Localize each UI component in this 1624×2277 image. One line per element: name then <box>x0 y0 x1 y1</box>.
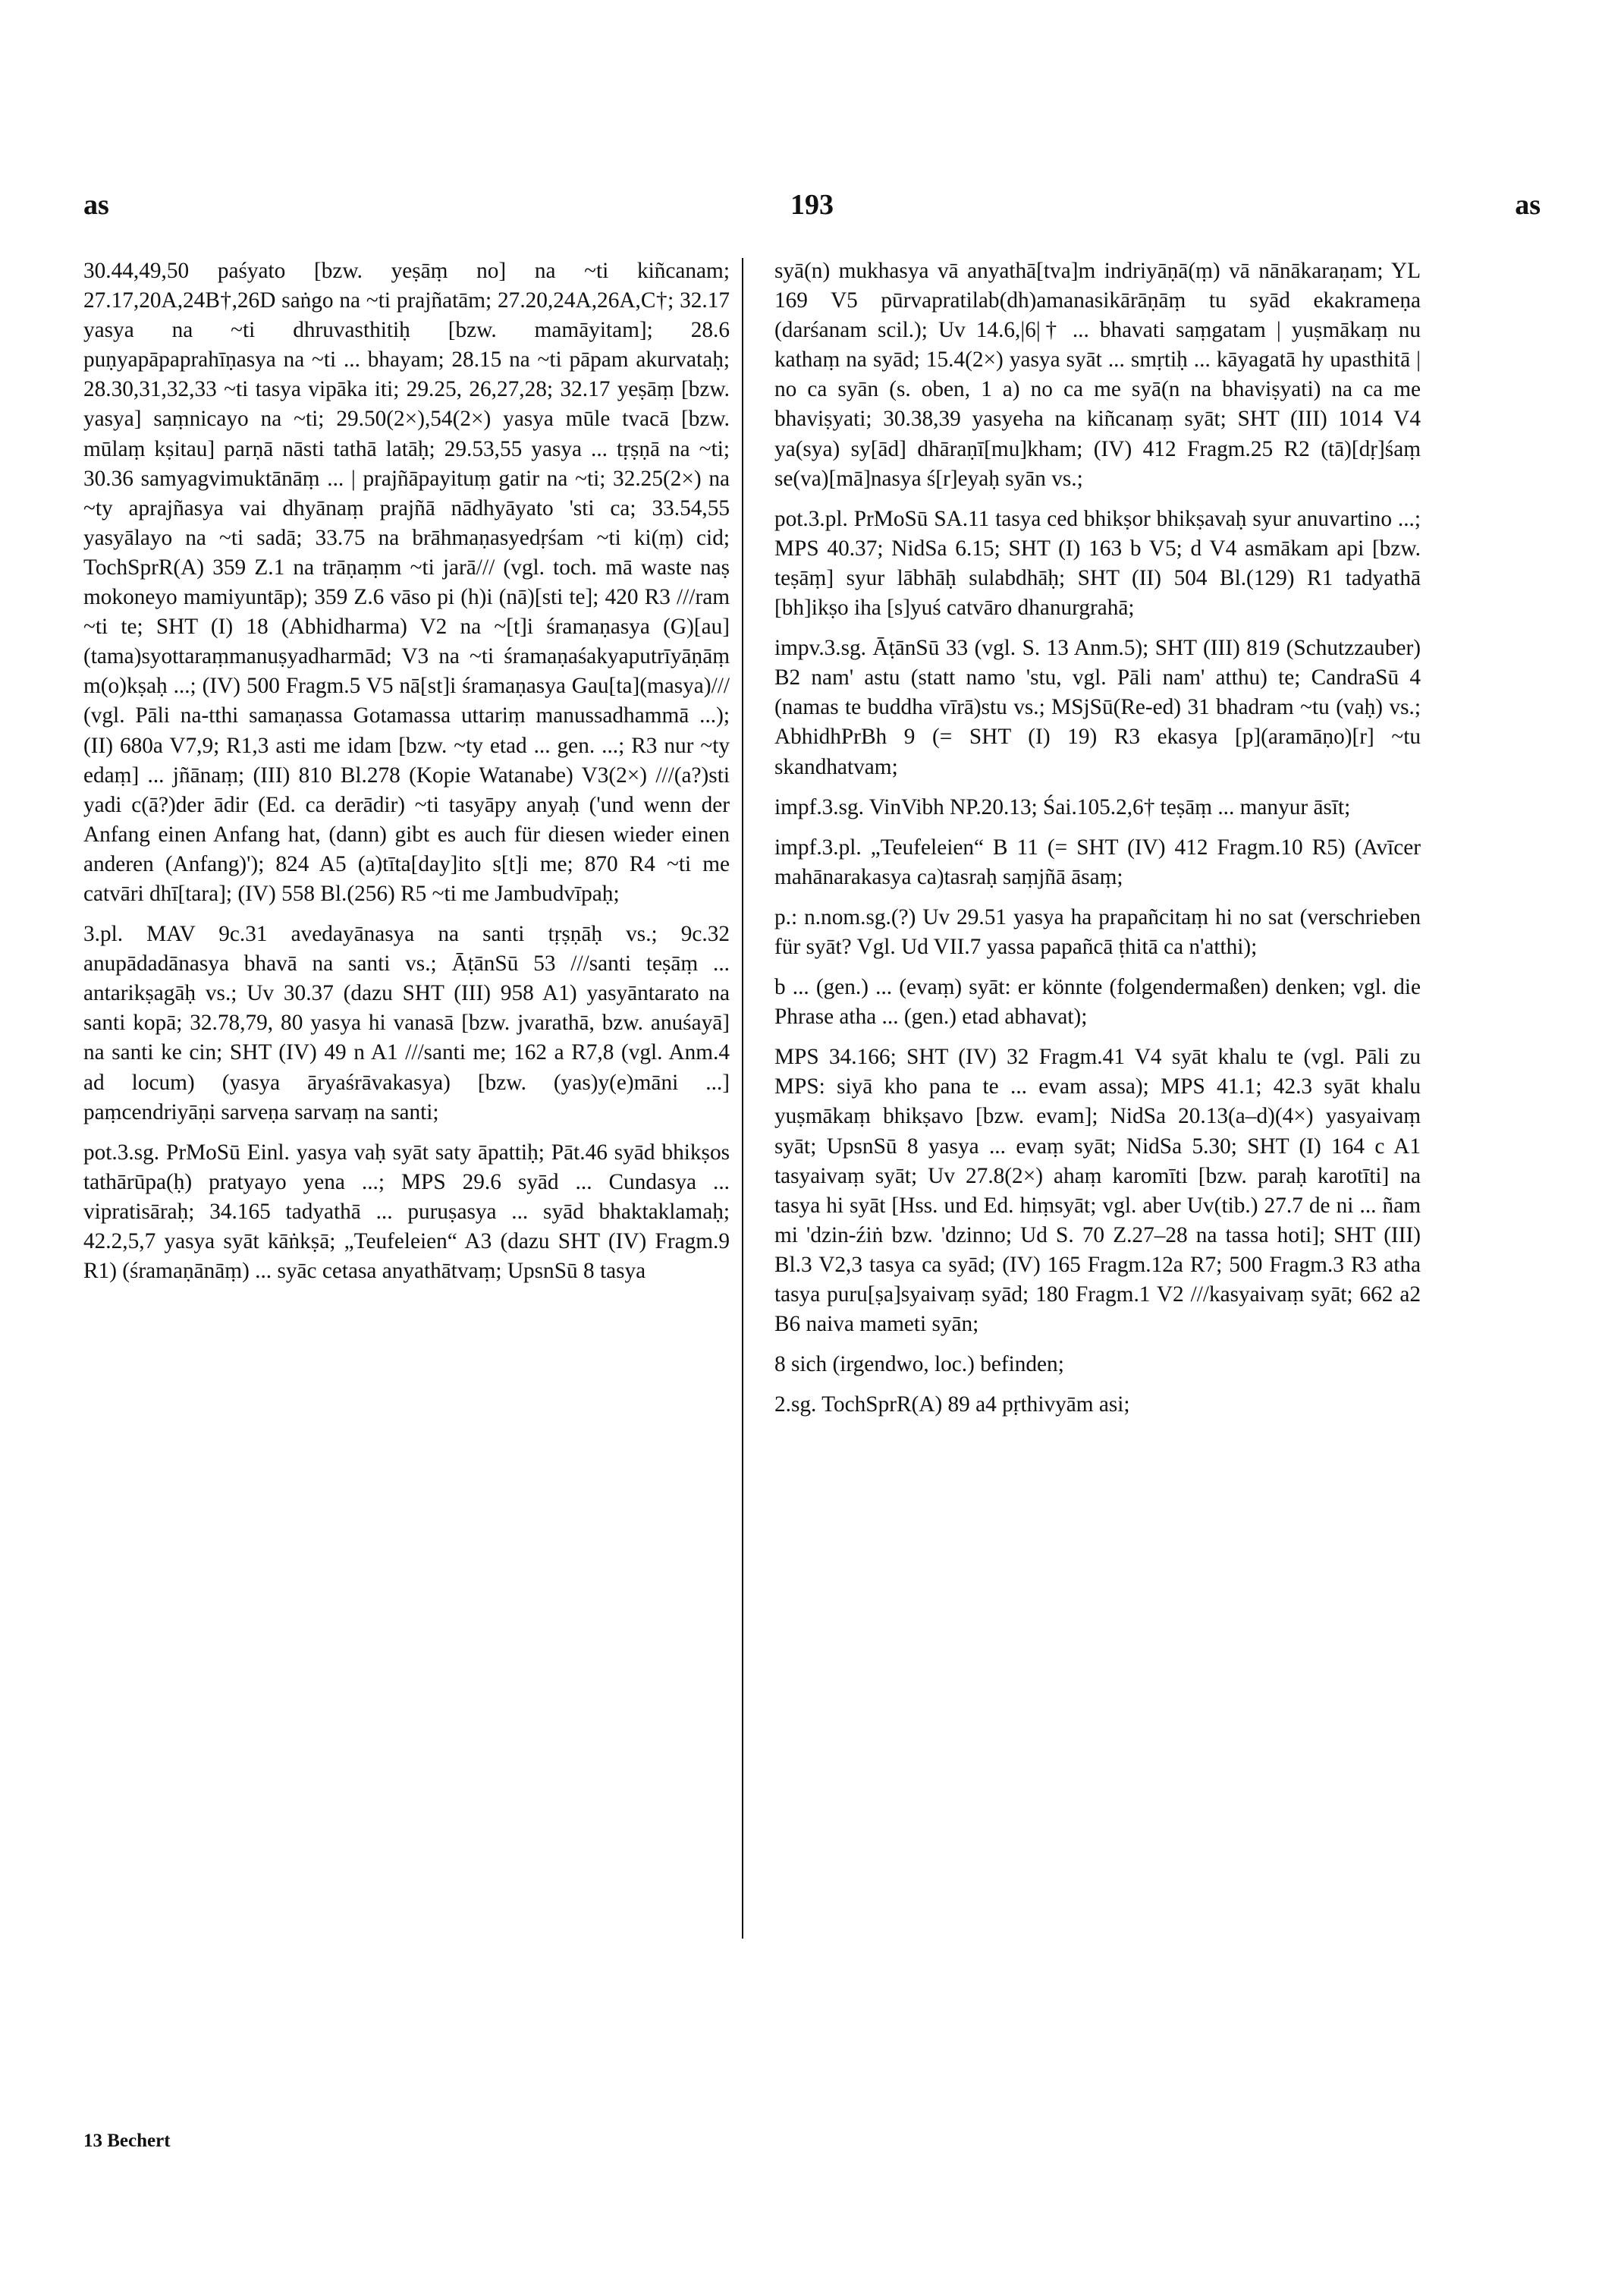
right-paragraph-10: 2.sg. TochSprR(A) 89 a4 pṛthivyām asi; <box>774 1392 1130 1417</box>
right-paragraph-3: impv.3.sg. ĀṭānSū 33 (vgl. S. 13 Anm.5); SHT (III) 819 (Schutzzauber) B2 nam' astu (statt namo 'stu, vgl. Pāli nam' atthu) te; CandraSū 4 (namas te buddha vīrā)stu vs.; MSjSū(Re-ed) 31 bhadram ~tu (vaḥ) vs.; AbhidhPrBh 9 (= SHT (I) 19) R3 ekasya [p](aramāṇo)[r] ~tu skandhatvam; <box>774 636 1421 779</box>
left-column <box>83 256 730 1286</box>
column-divider <box>742 258 743 1939</box>
right-paragraph-1: syā(n) mukhasya vā anyathā[tva]m indriyāṇā(ṃ) vā nānākaraṇam; YL 169 V5 pūrvapratilab(dh)amanasikārāṇāṃ tu syād ekakrameṇa (darśanam scil.); Uv 14.6,|6|† ... bhavati saṃgatam | yuṣmākaṃ nu kathaṃ na syād; 15.4(2×) yasya syāt ... smṛtiḥ ... kāyagatā hy upasthitā | no ca syān (s. oben, 1 a) no ca me syā(n na bhaviṣyati) na ca me bhaviṣyati; 30.38,39 yasyeha na kiñcanaṃ syāt; SHT (III) 1014 V4 ya(sya) sy[ād] dhāraṇī[mu]kham; (IV) 412 Fragm.25 R2 (tā)[dṛ]śaṃ se(va)[mā]nasya ś[r]eyaḥ syān vs.; <box>774 259 1421 491</box>
left-paragraph-1: 30.44,49,50 paśyato [bzw. yeṣāṃ no] na ~ti kiñcanam; 27.17,20A,24B†,26D saṅgo na ~ti prajñatām; 27.20,24A,26A,C†; 32.17 yasya na ~ti dhruvasthitiḥ [bzw. mamāyitam]; 28.6 puṇyapāpaprahīṇasya na ~ti ... bhayam; 28.15 na ~ti pāpam akurvataḥ; 28.30,31,32,33 ~ti tasya vipāka iti; 29.25, 26,27,28; 32.17 yeṣāṃ [bzw. yasya] saṃnicayo na ~ti; 29.50(2×),54(2×) yasya mūle tvacā [bzw. mūlaṃ kṣitau] parṇā nāsti tathā latāḥ; 29.53,55 yasya ... tṛṣṇā na ~ti; 30.36 samyagvimuktānāṃ ... | prajñāpayituṃ gatir na ~ti; 32.25(2×) na ~ty aprajñasya vai dhyānaṃ prajñā nādhyāyato 'sti ca; 33.54,55 yasyālayo na ~ti sadā; 33.75 na brāhmaṇasyedṛśam ~ti ki(ṃ) cid; TochSprR(A) 359 Z.1 na trāṇaṃm ~ti jarā/// (vgl. toch. mā waste naṣ mokoneyo mamiyuntāp); 359 Z.6 vāso pi (h)i (nā)[sti te]; 420 R3 ///ram ~ti te; SHT (I) 18 (Abhidharma) V2 na ~[t]i śramaṇasya (G)[au](tama)syottaraṃmanuṣyadharmād; V3 na ~ti śramaṇaśakyaputrīyāṇāṃ m(o)kṣaḥ ...; (IV) 500 Fragm.5 V5 nā[st]i śramaṇasya Gau[ta](masya)/// (vgl. Pāli na-tthi samaṇassa Gotamassa uttariṃ manussadhammā ...); (II) 680a V7,9; R1,3 asti me idam [bzw. ~ty etad ... gen. ...; R3 nur ~ty edaṃ] ... jñānaṃ; (III) 810 Bl.278 (Kopie Watanabe) V3(2×) ///(a?)sti yadi c(ā?)der ādir (Ed. ca derādir) ~ti tasyāpy anyaḥ ('und wenn der Anfang einen Anfang hat, (dann) gibt es auch für diesen wieder einen anderen (Anfang)'); 824 A5 (a)tīta[day]ito s[t]i me; 870 R4 ~ti me catvāri dhī[tara]; (IV) 558 Bl.(256) R5 ~ti me Jambudvīpaḥ; <box>83 259 730 906</box>
footer-signature: 13 Bechert <box>83 2131 171 2151</box>
right-column <box>774 256 1421 1420</box>
header-left: as <box>83 189 109 221</box>
left-paragraph-3: pot.3.sg. PrMoSū Einl. yasya vaḥ syāt saty āpattiḥ; Pāt.46 syād bhikṣos tathārūpa(ḥ) pratyayo yena ...; MPS 29.6 syād ... Cundasya ... vipratisāraḥ; 34.165 tadyathā ... puruṣasya ... syād bhaktaklamaḥ; 42.2,5,7 yasya syāt kāṅkṣā; „Teufeleien“ A3 (dazu SHT (IV) Fragm.9 R1) (śramaṇānāṃ) ... syāc cetasa anyathātvaṃ; UpsnSū 8 tasya <box>83 1140 730 1284</box>
right-paragraph-2: pot.3.pl. PrMoSū SA.11 tasya ced bhikṣor bhikṣavaḥ syur anuvartino ...; MPS 40.37; NidSa 6.15; SHT (I) 163 b V5; d V4 asmākam api [bzw. teṣāṃ] syur lābhāḥ sulabdhāḥ; SHT (II) 504 Bl.(129) R1 tadyathā [bh]ikṣo iha [s]yuś catvāro dhanurgrahā; <box>774 506 1421 621</box>
right-paragraph-9: 8 sich (irgendwo, loc.) befinden; <box>774 1352 1064 1377</box>
right-paragraph-4: impf.3.sg. VinVibh NP.20.13; Śai.105.2,6† teṣāṃ ... manyur āsīt; <box>774 794 1351 819</box>
right-paragraph-8: MPS 34.166; SHT (IV) 32 Fragm.41 V4 syāt khalu te (vgl. Pāli zu MPS: siyā kho pana te ... evam assa); MPS 41.1; 42.3 syāt khalu yuṣmākaṃ bhikṣavo [bzw. evam]; NidSa 20.13(a–d)(4×) yasyaivaṃ syāt; UpsnSū 8 yasya ... evaṃ syāt; NidSa 5.30; SHT (I) 164 c A1 tasyaivaṃ syāt; Uv 27.8(2×) ahaṃ karomīti [bzw. paraḥ karotīti] na tasya hi syāt [Hss. und Ed. hiṃsyāt; vgl. aber Uv(tib.) 27.7 de ni ... ñam mi 'dzin-źiṅ bzw. 'dzinno; Ud S. 70 Z.27–28 na tassa hoti]; SHT (III) Bl.3 V2,3 tasya ca syād; (IV) 165 Fragm.12a R7; 500 Fragm.3 R3 atha tasya puru[ṣa]syaivaṃ syād; 180 Fragm.1 V2 ///kasyaivaṃ syāt; 662 a2 B6 naiva mameti syān; <box>774 1045 1421 1337</box>
header-right: as <box>1515 189 1541 221</box>
right-paragraph-6: p.: n.nom.sg.(?) Uv 29.51 yasya ha prapañcitaṃ hi no sat (verschrieben für syāt? Vgl. Ud VII.7 yassa papañcā ṭhitā ca n'atthi); <box>774 904 1421 959</box>
right-paragraph-7: b ... (gen.) ... (evaṃ) syāt: er könnte (folgendermaßen) denken; vgl. die Phrase atha ... (gen.) etad abhavat); <box>774 975 1421 1030</box>
right-paragraph-5: impf.3.pl. „Teufeleien“ B 11 (= SHT (IV) 412 Fragm.10 R5) (Avīcer mahānarakasya ca)tasraḥ saṃjñā āsaṃ; <box>774 835 1421 889</box>
page-number: 193 <box>790 189 834 221</box>
left-paragraph-2: 3.pl. MAV 9c.31 avedayānasya na santi tṛṣṇāḥ vs.; 9c.32 anupādadānasya bhavā na santi vs.; ĀṭānSū 53 ///santi teṣāṃ ... antarikṣagāḥ vs.; Uv 30.37 (dazu SHT (III) 958 A1) yasyāntarato na santi kopā; 32.78,79, 80 yasya hi vanasā [bzw. jvarathā, bzw. anuśayā] na santi ke cin; SHT (IV) 49 n A1 ///santi me; 162 a R7,8 (vgl. Anm.4 ad locum) (yasya āryaśrāvakasya) [bzw. (yas)y(e)māni ...] paṃcendriyāṇi sarveṇa sarvaṃ na santi; <box>83 922 730 1124</box>
